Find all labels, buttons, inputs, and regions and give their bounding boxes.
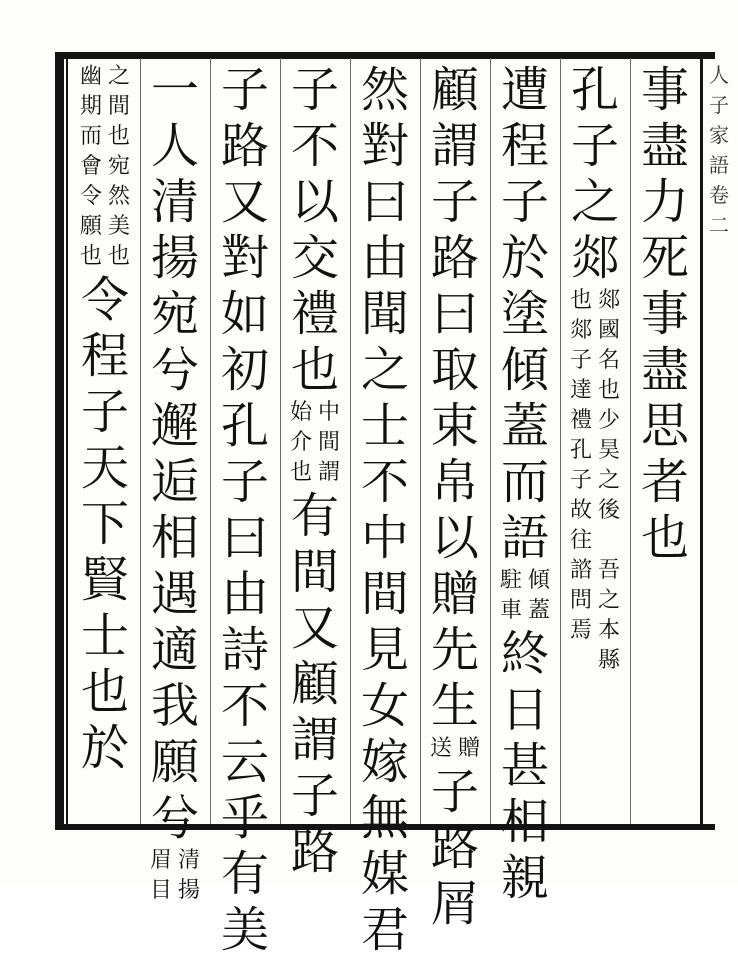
frame-right-rule <box>700 52 703 830</box>
main-text: 事盡力死事盡思者也 <box>640 62 689 566</box>
annotation-note <box>566 286 624 556</box>
text-column-3 <box>496 62 554 906</box>
column-separator <box>630 58 631 824</box>
margin-text: 人子家語卷二 <box>709 63 729 237</box>
main-text: 子路又對如初孔子曰由詩不云乎有美 <box>220 62 269 958</box>
main-text: 子路屑 <box>430 764 479 932</box>
annotation-right: 郯國名也少昊之後 <box>597 288 620 523</box>
column-separator <box>280 58 281 824</box>
annotation-note <box>146 846 204 906</box>
annotation-right: 贈 <box>457 736 480 761</box>
annotation-left: 始介也 <box>289 400 312 485</box>
column-separator <box>560 58 561 824</box>
text-column-4 <box>426 62 484 932</box>
main-text: 終日甚相親 <box>500 626 549 906</box>
column-separator <box>140 58 141 824</box>
column-separator <box>420 58 421 824</box>
annotation-right: 之間也宛然美也 <box>107 64 130 269</box>
main-text: 顧謂子路曰取束帛以贈先生 <box>430 62 479 734</box>
annotation-left: 送 <box>429 736 452 761</box>
annotation-right: 吾之本縣 <box>597 558 620 673</box>
column-separator <box>490 58 491 824</box>
text-column-9 <box>76 62 134 824</box>
frame-left-inner-rule <box>66 58 68 826</box>
main-text: 子不以交禮也 <box>290 62 339 398</box>
annotation-note <box>286 398 344 488</box>
main-text: 然對曰由聞之士不中間見女嫁無媒君 <box>360 62 409 958</box>
text-column-2 <box>566 62 624 824</box>
text-column-5 <box>356 62 414 958</box>
column-separator <box>350 58 351 824</box>
annotation-note <box>566 556 624 676</box>
annotation-left: 眉目 <box>149 848 172 903</box>
main-text: 令程子天下賢士也於 <box>80 272 129 776</box>
annotation-right: 清揚 <box>177 848 200 903</box>
main-text: 遭程子於塗傾蓋而語 <box>500 62 549 566</box>
annotation-note <box>426 734 484 764</box>
annotation-left: 諮問焉 <box>569 558 592 643</box>
annotation-right: 中間謂 <box>317 400 340 485</box>
annotation-note <box>76 62 134 272</box>
text-column-1 <box>636 62 694 824</box>
frame-left-rule <box>55 52 64 830</box>
column-separator <box>210 58 211 824</box>
annotation-left: 幽期而會令願也 <box>79 64 102 269</box>
main-text: 有間又顧謂子路 <box>290 488 339 880</box>
text-column-7 <box>216 62 274 958</box>
text-column-6 <box>286 62 344 880</box>
text-column-8 <box>146 62 204 903</box>
annotation-left: 也郯子達禮孔子故往 <box>569 288 592 553</box>
annotation-left: 駐車 <box>499 568 522 623</box>
main-text: 一人清揚宛兮邂逅相遇適我願兮 <box>150 62 199 846</box>
frame-top-rule <box>55 52 715 59</box>
margin-strip <box>704 60 734 820</box>
main-text: 孔子之郯 <box>570 62 619 286</box>
annotation-note <box>496 566 554 626</box>
annotation-right: 傾蓋 <box>527 568 550 623</box>
